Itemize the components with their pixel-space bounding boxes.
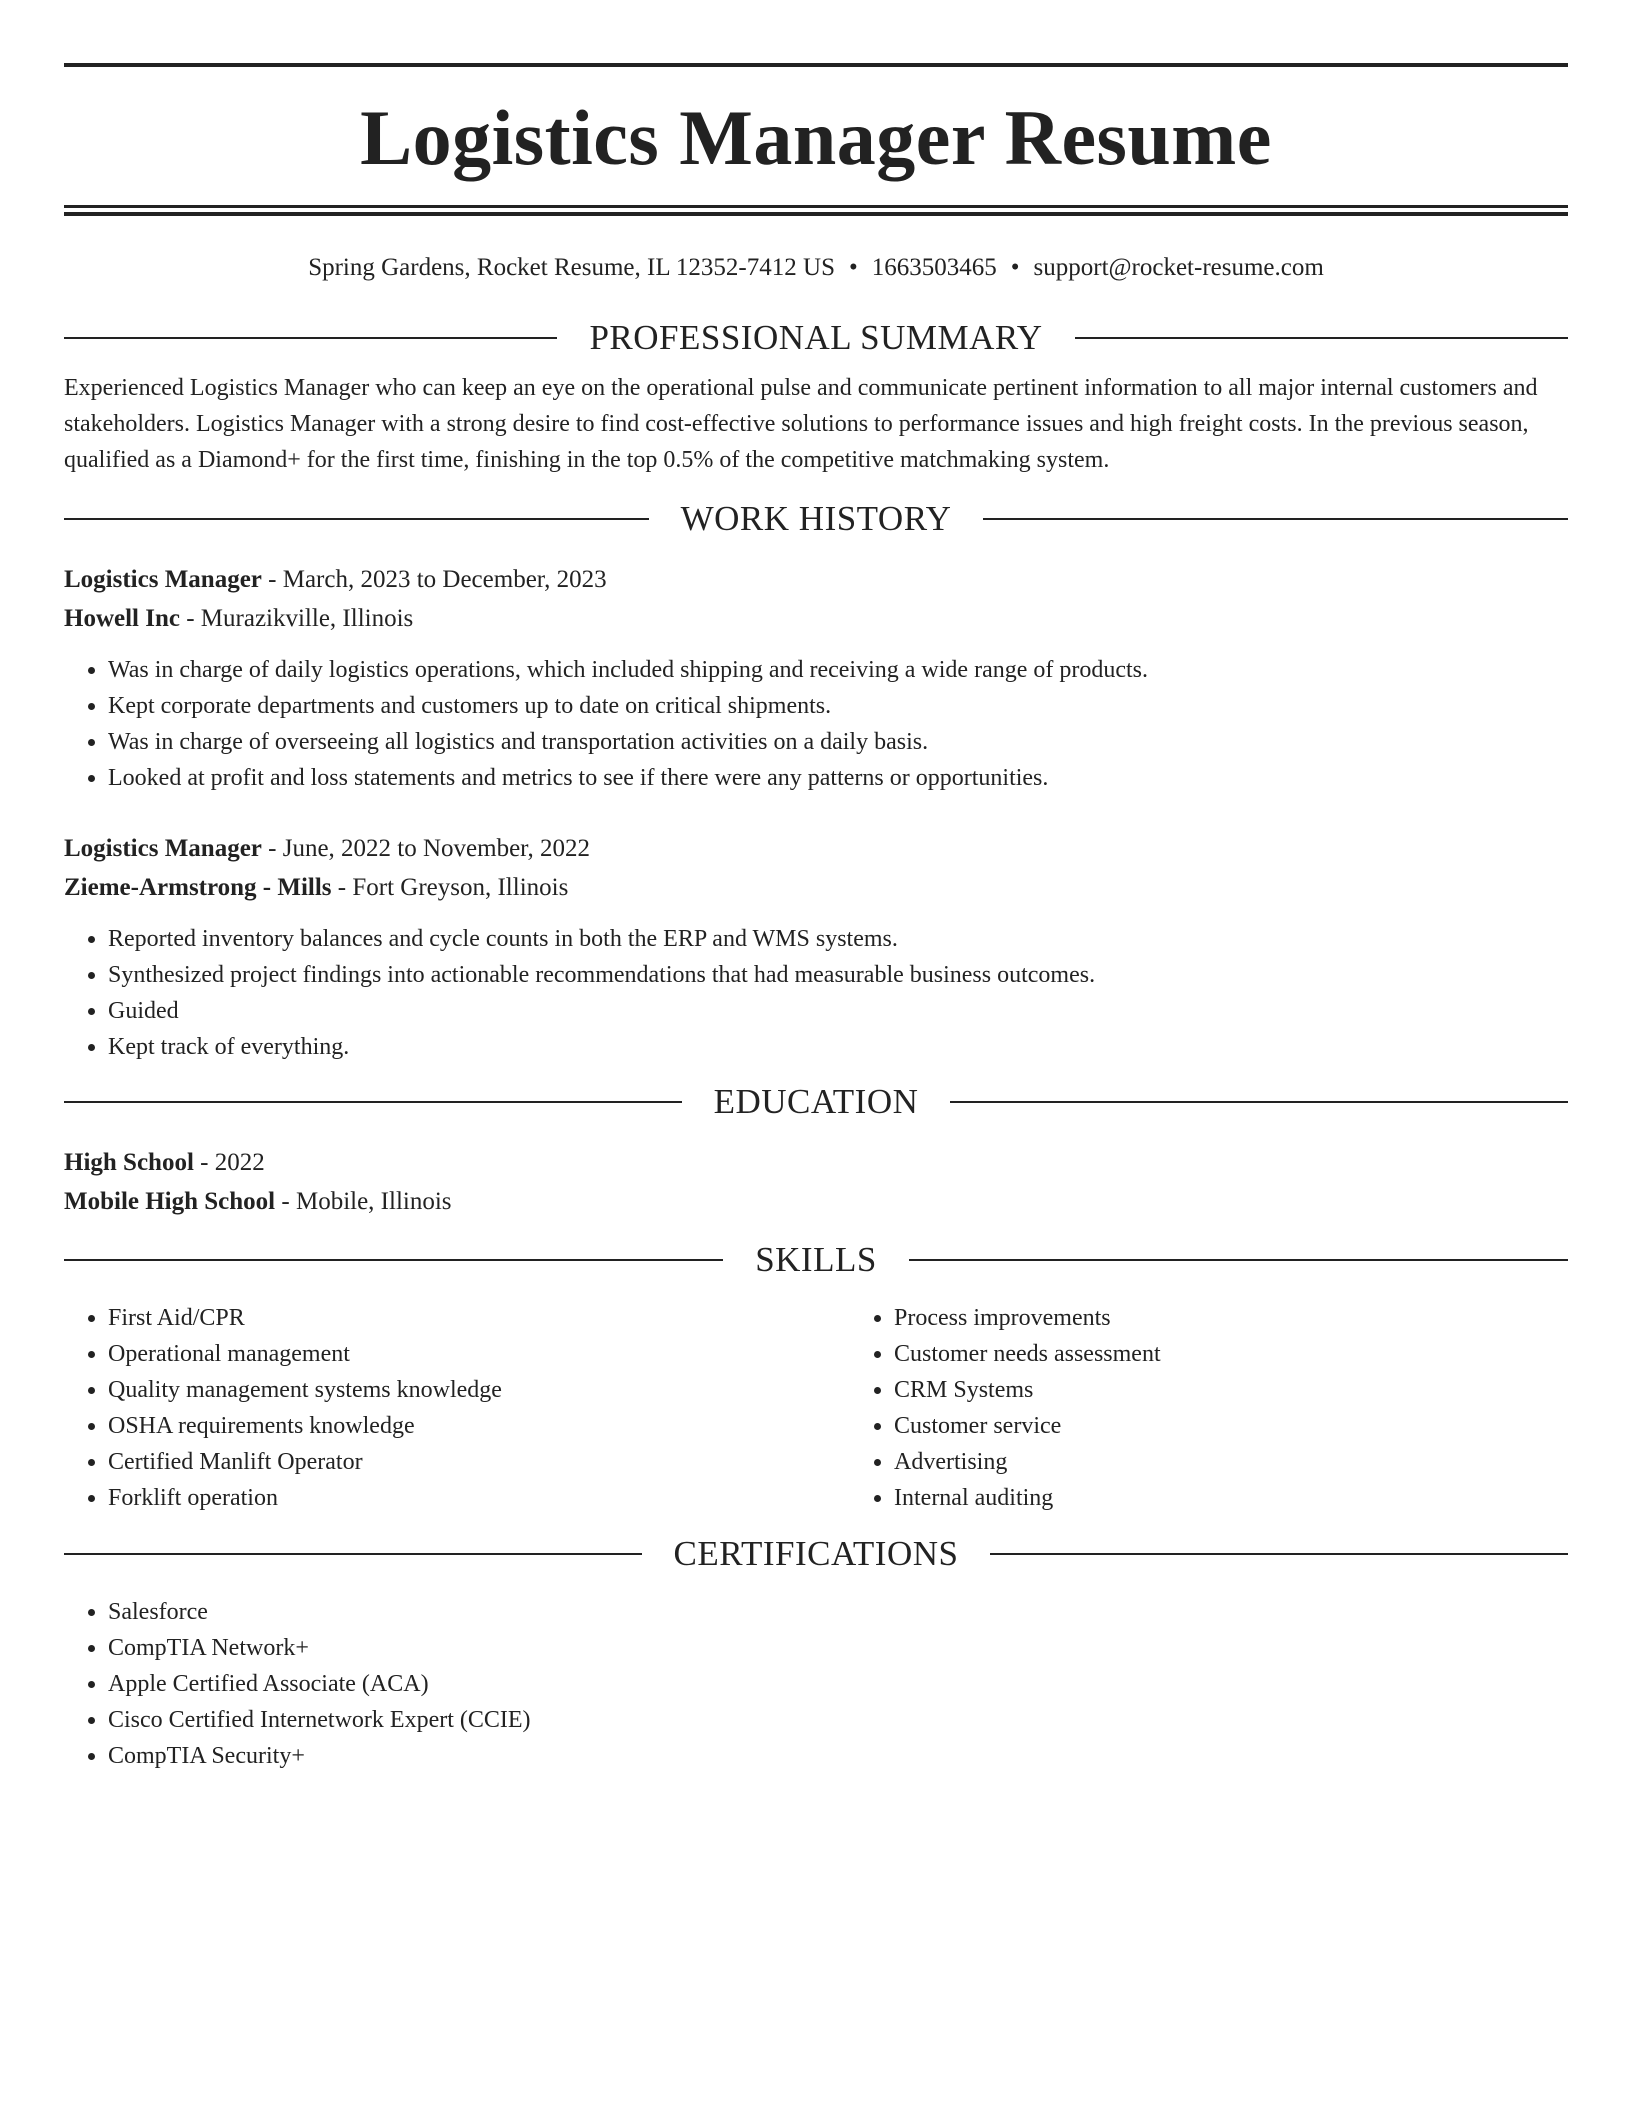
list-item: • OSHA requirements knowledge [108,1408,850,1444]
job-dates: - June, 2022 to November, 2022 [261,835,591,862]
skills-grid [64,1300,1568,1516]
heading-rule [1075,337,1568,339]
contact-email: support@rocket-resume.com [1033,254,1324,281]
resume-title: Logistics Manager Resume [360,94,1272,181]
job-company: Howell Inc [64,605,180,632]
certifications-list [64,1594,1568,1774]
education-school-line [64,1182,1568,1221]
list-item: • Was in charge of overseeing all logistics and transportation activities on a daily basis. [108,724,1568,760]
education-location: - Mobile, Illinois [275,1188,452,1215]
top-rule [64,63,1568,67]
job-bullets [64,652,1568,796]
section-title: WORK HISTORY [680,499,952,538]
title-double-rule [64,205,1568,216]
section-heading-skills [64,1240,1568,1280]
education-school: Mobile High School [64,1188,276,1215]
section-title: SKILLS [755,1240,877,1279]
list-item: • First Aid/CPR [108,1300,850,1336]
job-title-line [64,829,1568,868]
list-item: • Kept corporate departments and customers up to date on critical shipments. [108,688,1568,724]
list-item: • Apple Certified Associate (ACA) [108,1666,1568,1702]
heading-rule [64,1259,723,1261]
summary-text: Experienced Logistics Manager who can keep an eye on the operational pulse and communicate pertinent information to all major internal customers and stakeholders. Logistics Manager with a strong desire to find cost-effective solutions to performance issues and high freight costs. In the previous season, qualified as a Diamond+ for the first time, finishing in the top 0.5% of the competitive matchmaking system. [64,375,1538,473]
list-item: • Salesforce [108,1594,1568,1630]
section-heading-work-history [64,499,1568,539]
contact-address: Spring Gardens, Rocket Resume, IL 12352-7412 US [308,254,835,281]
list-item: • Advertising [894,1444,1568,1480]
list-item: • Internal auditing [894,1480,1568,1516]
list-item: • Forklift operation [108,1480,850,1516]
education-degree-line [64,1143,1568,1182]
heading-rule [64,337,557,339]
job-company: Zieme-Armstrong - Mills [64,874,332,901]
job-entry [64,560,1568,796]
section-title: EDUCATION [713,1082,919,1121]
heading-rule [64,1101,682,1103]
heading-rule [950,1101,1568,1103]
job-location: - Murazikville, Illinois [179,605,414,632]
section-heading-certifications [64,1534,1568,1574]
education-entry [64,1143,1568,1221]
list-item: • Guided [108,993,1568,1029]
list-item: • Kept track of everything. [108,1029,1568,1065]
list-item: • CRM Systems [894,1372,1568,1408]
contact-line [64,251,1568,285]
job-role: Logistics Manager [64,835,262,862]
list-item: • CompTIA Network+ [108,1630,1568,1666]
job-company-line [64,599,1568,638]
heading-rule [909,1259,1568,1261]
heading-rule [983,518,1568,520]
contact-separator: • [1010,254,1020,281]
education-year: - 2022 [193,1149,265,1176]
list-item: • Synthesized project findings into actionable recommendations that had measurable business outcomes. [108,957,1568,993]
list-item: • Operational management [108,1336,850,1372]
list-item: • Looked at profit and loss statements and metrics to see if there were any patterns or opportunities. [108,760,1568,796]
contact-phone: 1663503465 [871,254,997,281]
list-item: • Process improvements [894,1300,1568,1336]
section-title: PROFESSIONAL SUMMARY [589,318,1043,357]
job-dates: - March, 2023 to December, 2023 [261,566,607,593]
job-bullets [64,921,1568,1065]
education-degree: High School [64,1149,194,1176]
list-item: • Was in charge of daily logistics operations, which included shipping and receiving a wide range of products. [108,652,1568,688]
heading-rule [990,1553,1568,1555]
section-heading-education [64,1082,1568,1122]
skills-list-right [850,1300,1568,1516]
list-item: • Cisco Certified Internetwork Expert (CCIE) [108,1702,1568,1738]
job-location: - Fort Greyson, Illinois [331,874,569,901]
skills-list-left [64,1300,850,1516]
list-item: • Customer needs assessment [894,1336,1568,1372]
list-item: • Certified Manlift Operator [108,1444,850,1480]
list-item: • Customer service [894,1408,1568,1444]
job-company-line [64,868,1568,907]
heading-rule [64,518,649,520]
list-item: • Quality management systems knowledge [108,1372,850,1408]
section-heading-summary [64,318,1568,358]
list-item: • CompTIA Security+ [108,1738,1568,1774]
section-title: CERTIFICATIONS [673,1534,959,1573]
resume-page [64,0,1568,1774]
job-entry [64,829,1568,1065]
job-role: Logistics Manager [64,566,262,593]
heading-rule [64,1553,642,1555]
contact-separator: • [848,254,858,281]
job-title-line [64,560,1568,599]
list-item: • Reported inventory balances and cycle counts in both the ERP and WMS systems. [108,921,1568,957]
